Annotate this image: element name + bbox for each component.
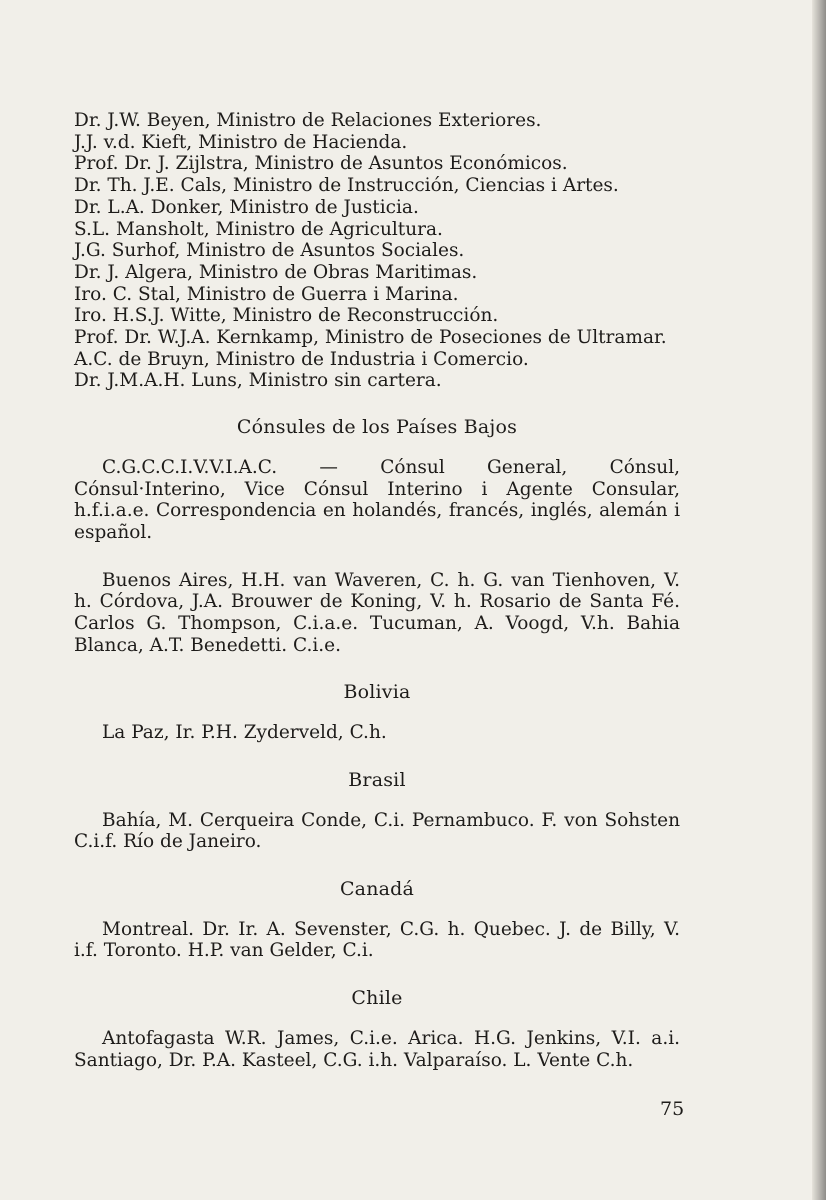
minister-entry: Prof. Dr. W.J.A. Kernkamp, Ministro de Poseciones de Ultramar. [74, 327, 667, 349]
abbreviations-paragraph: C.G.C.C.I.V.V.I.A.C. — Cónsul General, Cónsul, Cónsul·Interino, Vice Cónsul Interino i Agente Consular, h.f.i.a.e. Correspondencia en holandés, francés, inglés, alemán i español. [74, 456, 680, 543]
minister-entry: Dr. Th. J.E. Cals, Ministro de Instrucción, Ciencias i Artes. [74, 175, 619, 197]
minister-entry: Dr. J.M.A.H. Luns, Ministro sin cartera. [74, 370, 442, 392]
section-text-canada: Montreal. Dr. Ir. A. Sevenster, C.G. h. Quebec. J. de Billy, V. i.f. Toronto. H.P. van Gelder, C.i. [74, 918, 680, 962]
minister-entry: Dr. L.A. Donker, Ministro de Justicia. [74, 196, 419, 218]
minister-entry: S.L. Mansholt, Ministro de Agricultura. [74, 218, 443, 240]
section-heading-bolivia: Bolivia [343, 681, 411, 704]
section-heading-chile: Chile [351, 987, 403, 1010]
minister-entry: J.J. v.d. Kieft, Ministro de Hacienda. [74, 131, 408, 153]
section-text-brasil: Bahía, M. Cerqueira Conde, C.i. Pernambuco. F. von Sohsten C.i.f. Río de Janeiro. [74, 809, 680, 853]
section-heading-brasil: Brasil [348, 768, 406, 791]
minister-entry: J.G. Surhof, Ministro de Asuntos Sociales. [74, 240, 465, 262]
consuls-heading: Cónsules de los Países Bajos [236, 416, 518, 439]
section-text-bolivia: La Paz, Ir. P.H. Zyderveld, C.h. [102, 722, 387, 744]
argentina-paragraph: Buenos Aires, H.H. van Waveren, C. h. G. van Tienhoven, V. h. Córdova, J.A. Brouwer de Koning, V. h. Rosario de Santa Fé. Carlos G. Thompson, C.i.a.e. Tucuman, A. Voogd, V.h. Bahia Blanca, A.T. Benedetti. C.i.e. [74, 569, 680, 656]
minister-entry: Iro. C. Stal, Ministro de Guerra i Marina. [74, 283, 459, 305]
minister-entry: Prof. Dr. J. Zijlstra, Ministro de Asuntos Económicos. [74, 153, 568, 175]
section-text-chile: Antofagasta W.R. James, C.i.e. Arica. H.G. Jenkins, V.I. a.i. Santiago, Dr. P.A. Kasteel, C.G. i.h. Valparaíso. L. Vente C.h. [74, 1027, 680, 1071]
page-number: 75 [660, 1098, 685, 1120]
minister-entry: Iro. H.S.J. Witte, Ministro de Reconstrucción. [74, 305, 499, 327]
page-content [74, 110, 680, 1071]
section-heading-canada: Canadá [339, 877, 415, 900]
ministers-list [74, 110, 680, 392]
minister-entry: Dr. J.W. Beyen, Ministro de Relaciones Exteriores. [74, 110, 542, 131]
minister-entry: Dr. J. Algera, Ministro de Obras Maritimas. [74, 261, 478, 283]
minister-entry: A.C. de Bruyn, Ministro de Industria i Comercio. [74, 348, 529, 370]
page-edge [812, 0, 826, 1200]
